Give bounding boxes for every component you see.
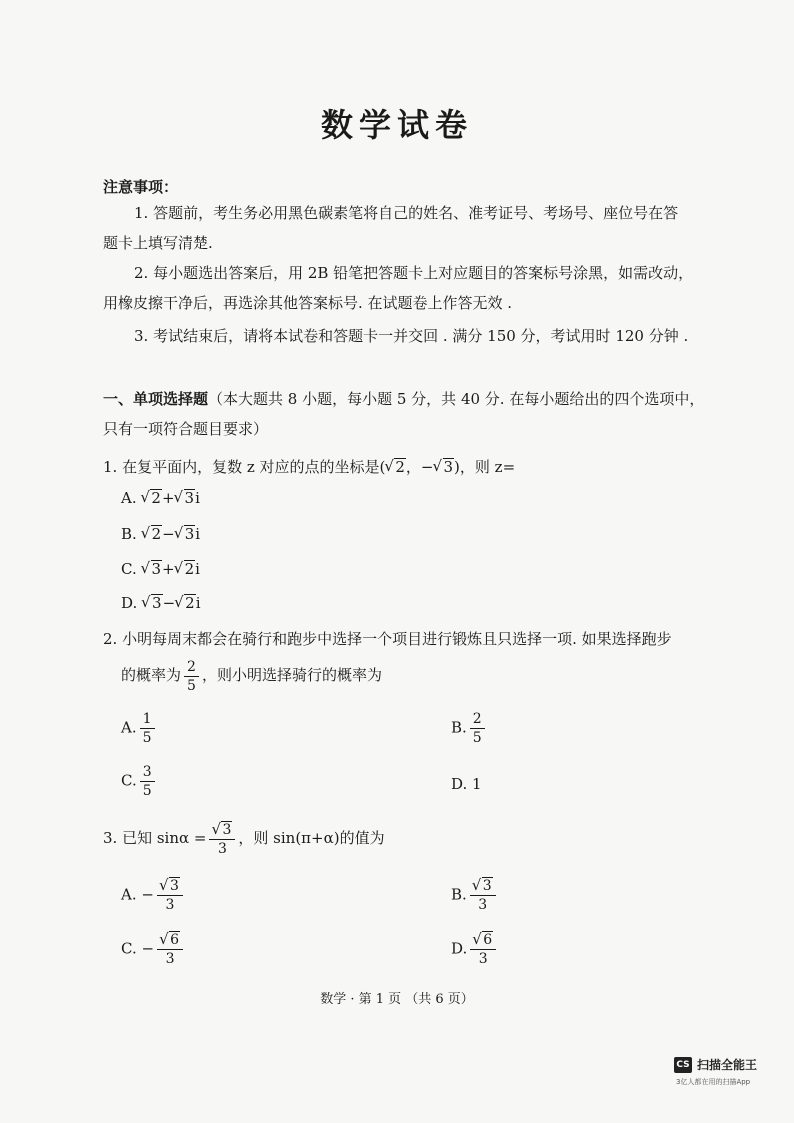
scanner-logo-icon: CS xyxy=(674,1057,692,1073)
q3-option-c: C. − √ $\frac{6}{3}$ xyxy=(121,931,186,968)
q1-stem-mid: ，− xyxy=(405,458,434,476)
notice-item-2-line2: 用橡皮擦干净后，再选涂其他答案标号. 在试题卷上作答无效 . xyxy=(103,294,513,312)
q1-radicand-2: 3 xyxy=(443,458,454,476)
q1-option-c: C. √ 3+√ 2i xyxy=(121,560,200,578)
notice-item-2-line1: 2. 每小题选出答案后，用 2B 铅笔把答题卡上对应题目的答案标号涂黑，如需改动， xyxy=(134,264,694,282)
page-title: 数学试卷 xyxy=(320,106,473,144)
notice-heading: 注意事项： xyxy=(103,178,179,196)
q1-stem-post: )，则 z= xyxy=(454,458,516,476)
fraction: √ $\frac{3}{3}$ xyxy=(209,821,235,858)
q1-option-a: A. √ 2+√ 3i xyxy=(121,489,200,507)
question-2-line1: 2. 小明每周末都会在骑行和跑步中选择一个项目进行锻炼且只选择一项. 如果选择跑步 xyxy=(103,630,672,648)
section-desc-2: 只有一项符合题目要求） xyxy=(103,420,269,438)
notice-item-1-line1: 1. 答题前，考生务必用黑色碳素笔将自己的姓名、准考证号、考场号、座位号在答 xyxy=(134,204,679,222)
scanner-tagline: 3亿人都在用的扫描App xyxy=(676,1078,751,1086)
q3-option-b: B. √ $\frac{3}{3}$ xyxy=(451,877,499,914)
scanner-app-name: 扫描全能王 xyxy=(697,1058,758,1072)
sqrt-symbol xyxy=(385,458,406,476)
sqrt-symbol xyxy=(434,458,455,476)
q3-option-d: D. √ $\frac{6}{3}$ xyxy=(451,931,499,968)
q1-option-b: B. √ 2−√ 3i xyxy=(121,525,200,543)
q2-option-b: B. $\frac{2}{5}$ xyxy=(451,710,488,747)
section-heading-line xyxy=(103,388,704,409)
question-3-stem: 3. 已知 sinα = √ $\frac{3}{3}$ ，则 sin(π+α)的值为 xyxy=(103,818,385,858)
scanner-watermark xyxy=(674,1056,757,1073)
fraction: $\frac{2}{5}$ xyxy=(184,658,199,695)
q1-radicand-1: 2 xyxy=(395,458,405,476)
page-footer: 数学 · 第 1 页 （共 6 页） xyxy=(320,992,474,1007)
section-desc-1: （本大题共 8 小题，每小题 5 分，共 40 分. 在每小题给出的四个选项中， xyxy=(208,390,705,408)
question-1-stem xyxy=(103,456,515,477)
q2-option-a: A. $\frac{1}{5}$ xyxy=(121,710,158,747)
q1-option-d: D. √ 3−√ 2i xyxy=(121,594,201,612)
q3-option-a: A. − √ $\frac{3}{3}$ xyxy=(121,877,186,914)
question-2-line2: 的概率为 $\frac{2}{5}$ ，则小明选择骑行的概率为 xyxy=(121,658,382,694)
notice-item-1-line2: 题卡上填写清楚. xyxy=(103,234,213,252)
q2-option-c: C. $\frac{3}{5}$ xyxy=(121,763,158,800)
section-heading: 一、单项选择题 xyxy=(103,390,209,408)
q1-stem-pre: 1. 在复平面内，复数 z 对应的点的坐标是( xyxy=(103,458,386,476)
notice-item-3-line1: 3. 考试结束后，请将本试卷和答题卡一并交回 . 满分 150 分，考试用时 120 分钟 . xyxy=(134,327,689,345)
q2-option-d: D. 1 xyxy=(451,775,482,793)
